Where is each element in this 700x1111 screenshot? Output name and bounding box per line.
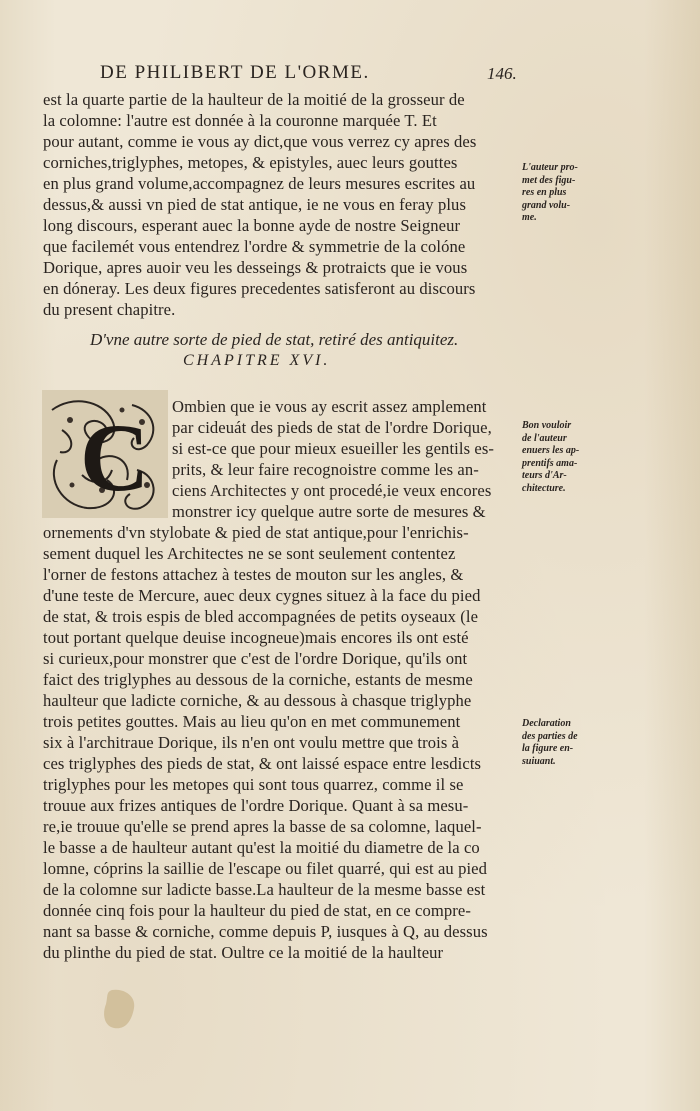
text-line: de la colomne sur ladicte basse.La haulteur de la mesme basse est [43, 880, 486, 899]
text-line: trouue aux frizes antiques de l'ordre Dorique. Quant à sa mesu- [43, 796, 469, 815]
text-line: dessus,& aussi vn pied de stat antique, ie ne vous en feray plus [43, 195, 467, 214]
text-line: donnée cinq fois pour la haulteur du pied de stat, en ce compre- [43, 901, 472, 920]
page-number: 146. [487, 64, 517, 83]
text-line: du plinthe du pied de stat. Oultre ce la moitié de la haulteur [43, 943, 444, 962]
text-line: triglyphes pour les metopes qui sont tous quarrez, comme il se [43, 775, 464, 794]
text-line: est la quarte partie de la haulteur de la moitié de la grosseur de [43, 90, 465, 109]
margin-note-line: des parties de [522, 730, 578, 742]
text-line: pour autant, comme ie vous ay dict,que vous verrez cy apres des [43, 132, 477, 151]
margin-note-line: me. [522, 212, 537, 223]
text-line: nant sa basse & corniche, comme depuis P, iusques à Q, au dessus [43, 922, 488, 941]
margin-note-line: suiuant. [522, 755, 556, 767]
text-line: ces triglyphes des pieds de stat, & ont laissé espace entre lesdicts [43, 754, 482, 773]
text-line: ornements d'vn stylobate & pied de stat antique,pour l'enrichis- [43, 523, 469, 542]
text-line: la colomne: l'autre est donnée à la couronne marquée T. Et [43, 111, 437, 130]
margin-note-line: res en plus [522, 187, 567, 198]
text-line: par cideuát des pieds de stat de l'ordre Dorique, [172, 418, 492, 437]
text-line: en plus grand volume,accompagnez de leurs mesures escrites au [43, 174, 476, 193]
margin-note-line: de l'auteur [522, 432, 567, 444]
running-title: DE PHILIBERT DE L'ORME. [100, 62, 370, 83]
margin-note [522, 718, 592, 768]
text-line: du present chapitre. [43, 300, 176, 319]
text-line: monstrer icy quelque autre sorte de mesures & [172, 502, 486, 521]
chapter-number: CHAPITRE XVI. [183, 352, 331, 369]
text-line: lomne, cóprins la saillie de l'escape ou filet quarré, qui est au pied [43, 859, 488, 878]
text-line: six à l'architraue Dorique, ils n'en ont voulu mettre que trois à [43, 733, 460, 752]
margin-note-line: L'auteur pro- [522, 162, 578, 173]
text-line: en dóneray. Les deux figures precedentes satisferont au discours [43, 279, 476, 298]
margin-note-line: teurs d'Ar- [522, 470, 567, 481]
margin-note-line: prentifs ama- [522, 457, 578, 469]
text-line: corniches,triglyphes, metopes, & epistyles, auec leurs gouttes [43, 153, 458, 172]
text-line: prits, & leur faire recognoistre comme les an- [172, 460, 479, 479]
text-line: faict des triglyphes au dessous de la corniche, estants de mesme [43, 670, 473, 689]
text-line: d'une teste de Mercure, auec deux cygnes situez à la face du pied [43, 586, 481, 605]
margin-note-line: chitecture. [522, 482, 566, 494]
drop-cap-letter: C [80, 404, 150, 511]
text-line: ciens Architectes y ont procedé,ie veux encores [172, 481, 492, 500]
margin-note-line: la figure en- [522, 743, 574, 754]
margin-note [522, 420, 592, 495]
paper-stain [102, 988, 138, 1032]
chapter-title: D'vne autre sorte de pied de stat, retiré des antiquitez. [90, 330, 459, 349]
text-line: sement duquel les Architectes ne se sont seulement contentez [43, 544, 456, 563]
margin-note-line: Declaration [522, 718, 571, 729]
margin-note [522, 162, 592, 225]
margin-note-line: met des figu- [522, 174, 576, 186]
margin-note-line: grand volu- [522, 199, 571, 211]
decorated-initial [42, 390, 168, 518]
text-line: Dorique, apres auoir veu les desseings & protraicts que ie vous [43, 258, 468, 277]
text-line: de stat, & trois espis de bled accompagnées de petits oyseaux (le [43, 607, 479, 626]
text-line: si curieux,pour monstrer que c'est de l'ordre Dorique, qu'ils ont [43, 649, 468, 668]
margin-note-line: Bon vouloir [522, 420, 572, 431]
text-line: que facilemét vous entendrez l'ordre & symmetrie de la colóne [43, 237, 466, 256]
text-line: haulteur que ladicte corniche, & au dessous à chasque triglyphe [43, 691, 472, 710]
margin-note-line: enuers les ap- [522, 445, 580, 456]
text-line: Ombien que ie vous ay escrit assez amplement [172, 397, 487, 416]
text-line: re,ie trouue qu'elle se prend apres la basse de sa colomne, laquel- [43, 817, 482, 836]
text-line: le basse a de haulteur autant qu'est la moitié du diametre de la co [43, 838, 480, 857]
text-line: tout portant quelque deuise incogneue)mais encores ils ont esté [43, 628, 469, 647]
text-line: trois petites gouttes. Mais au lieu qu'on en met communement [43, 712, 461, 731]
text-line: long discours, esperant auec la bonne ayde de nostre Seigneur [43, 216, 461, 235]
text-line: l'orner de festons attachez à testes de mouton sur les angles, & [43, 565, 464, 584]
text-line: si est-ce que pour mieux esueiller les gentils es- [172, 439, 495, 458]
